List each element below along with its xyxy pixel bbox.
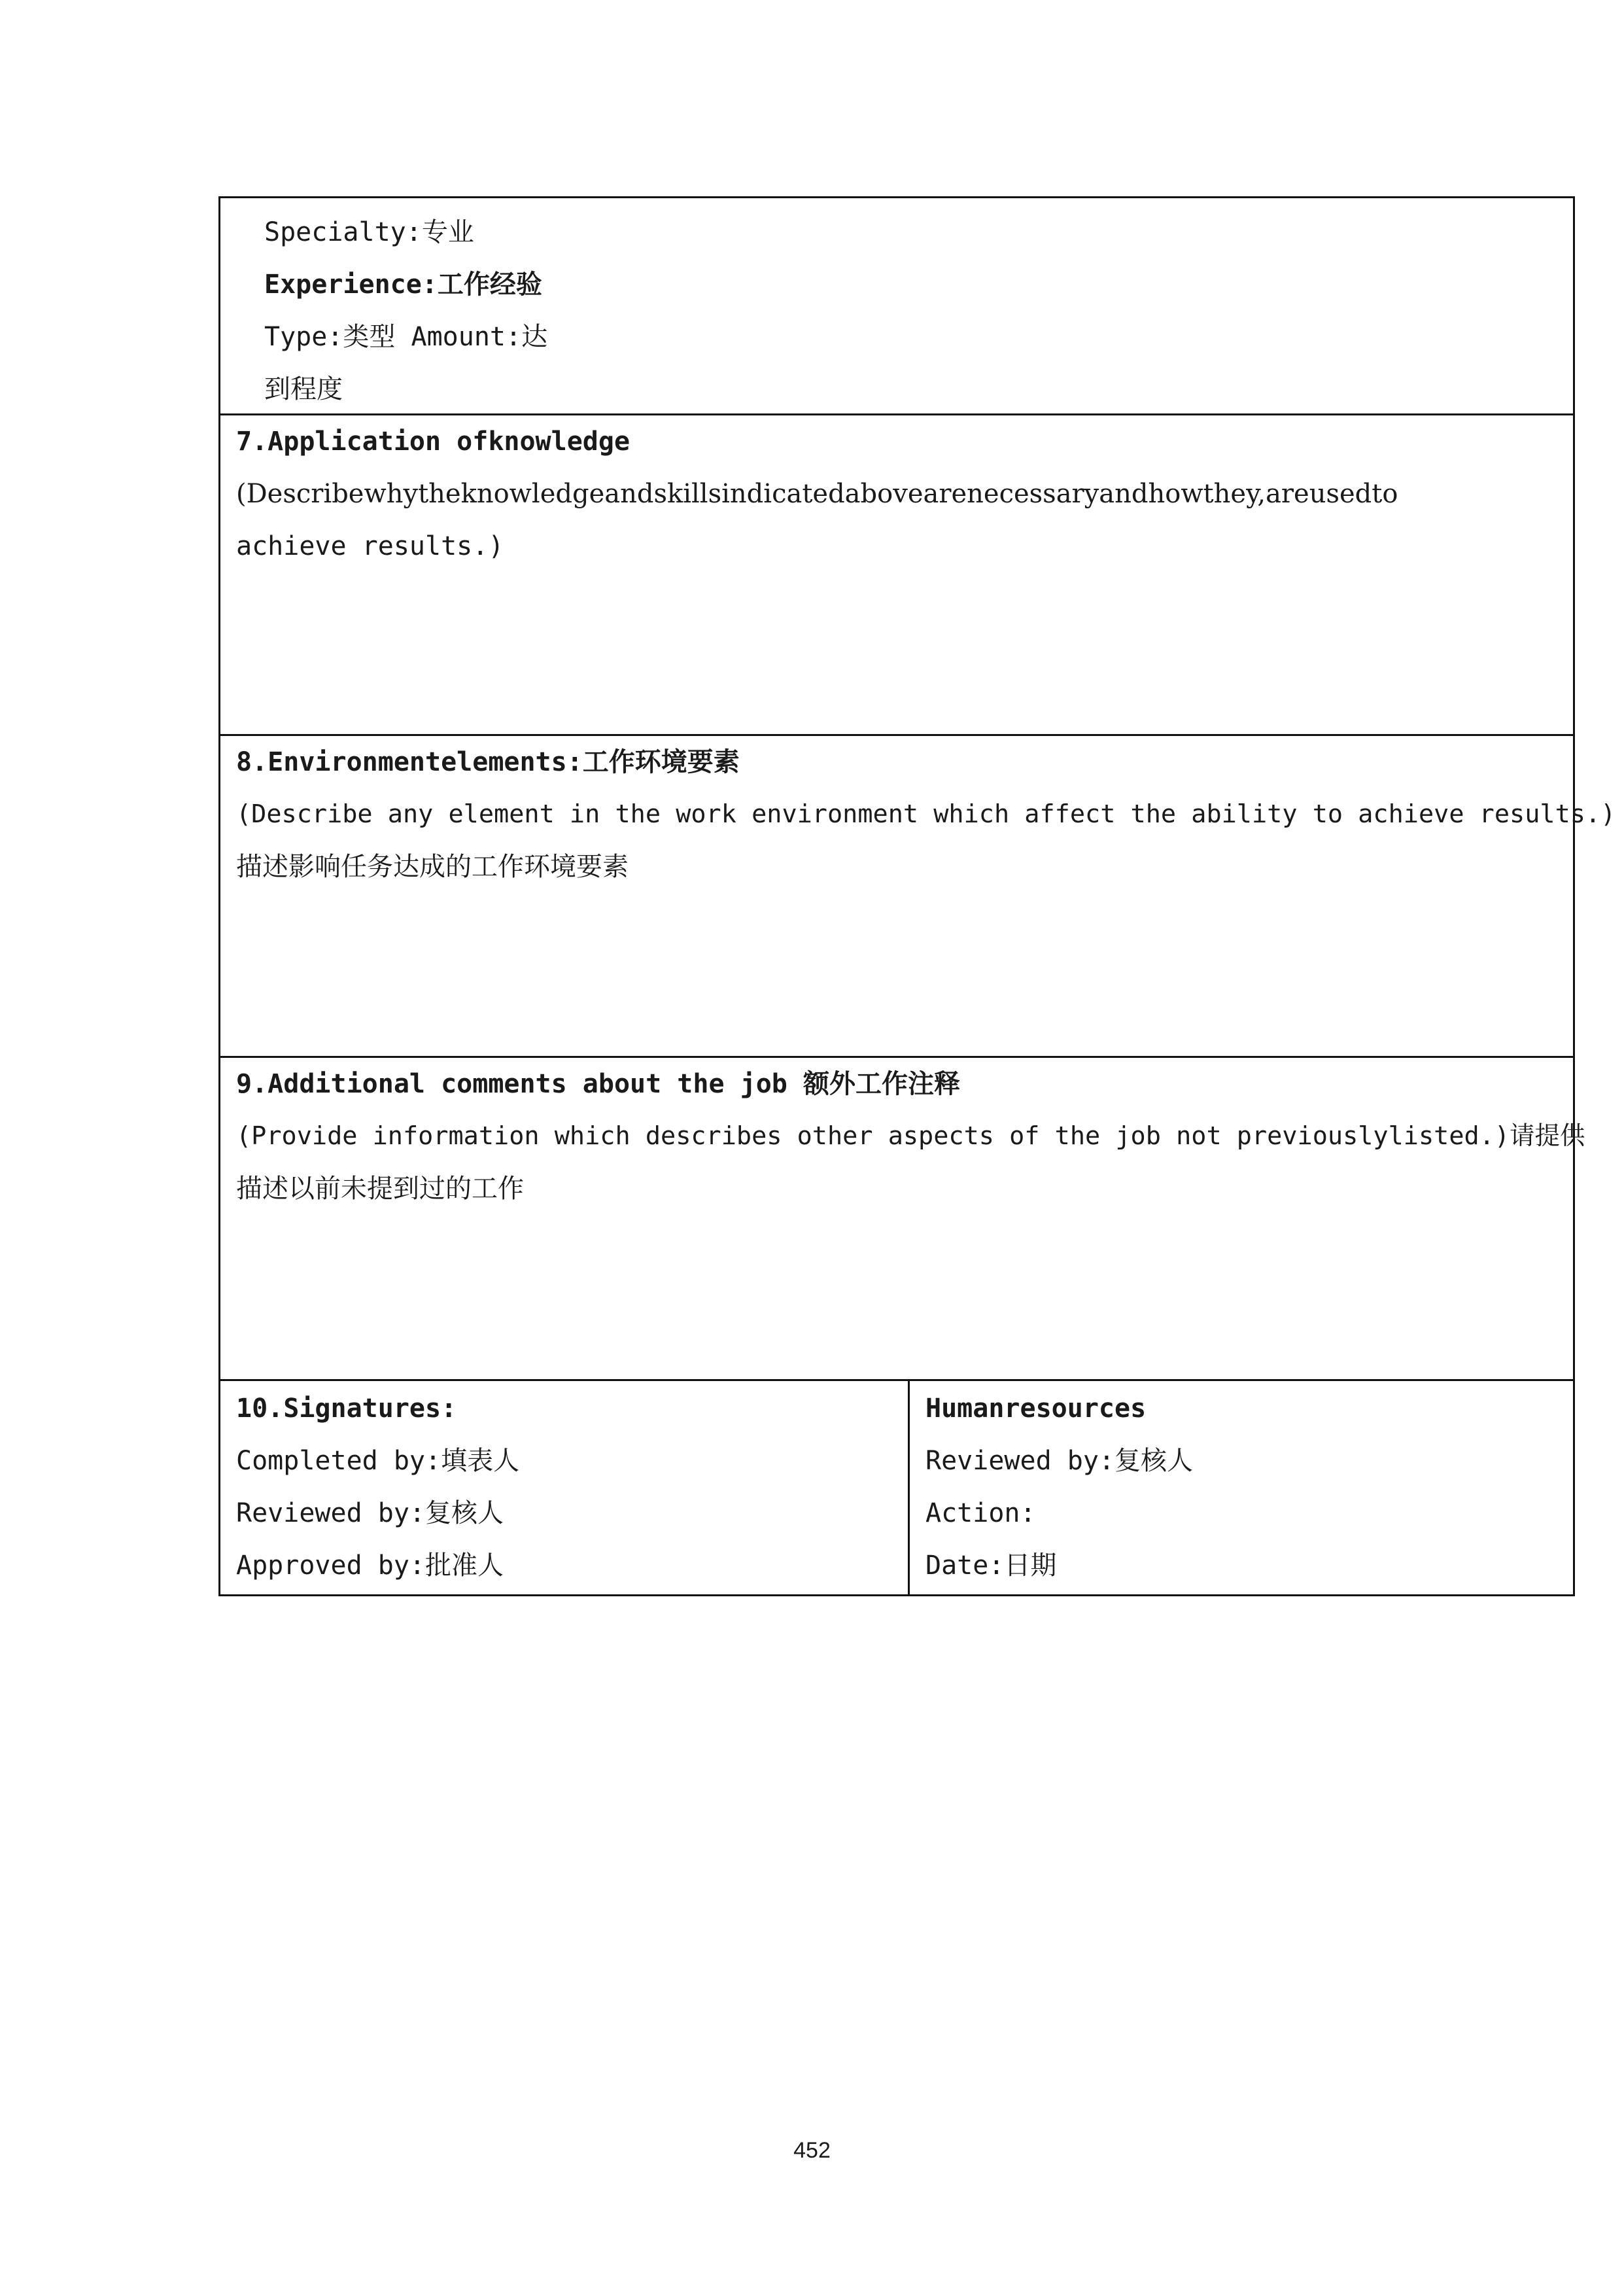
section-10-heading: 10.Signatures: [236,1393,457,1424]
human-resources-heading: Humanresources [925,1393,1147,1424]
section-8-heading: 8.Environmentelements:工作环境要素 [236,747,740,777]
action-label: Action: [925,1498,1036,1528]
page-number: 452 [793,2138,831,2163]
hr-reviewed-by-label: Reviewed by:复核人 [925,1446,1193,1476]
section-8-description: (Describe any element in the work environment which affect the ability to achieve results.) [236,799,1616,829]
additional-comments-section [220,1058,1585,1381]
section-7-heading: 7.Application ofknowledge [236,427,631,457]
section-7-description: (Describewhytheknowledgeandskillsindicatedabovearenecessaryandhowthey,areusedto [236,479,1398,509]
approved-by-label: Approved by:批准人 [236,1550,504,1581]
section-9-description-cn: 描述以前未提到过的工作 [236,1174,524,1204]
signatures-left-column [220,1381,910,1594]
section-7-description-cont: achieve results.) [236,531,504,561]
degree-label: 到程度 [264,374,343,404]
signatures-section [220,1381,1573,1594]
job-description-form [218,196,1616,1596]
type-amount-label: Type:类型 Amount:达 [264,322,548,352]
human-resources-column [910,1381,1573,1594]
application-of-knowledge-section [220,415,1573,736]
reviewed-by-label: Reviewed by:复核人 [236,1498,504,1528]
section-8-description-cn: 描述影响任务达成的工作环境要素 [236,852,629,882]
environment-elements-section [220,736,1616,1058]
qualifications-section [220,198,1573,415]
section-9-description: (Provide information which describes other aspects of the job not previouslylisted.)请提供 [236,1121,1585,1151]
completed-by-label: Completed by:填表人 [236,1446,520,1476]
date-label: Date:日期 [925,1550,1057,1581]
experience-label: Experience:工作经验 [264,270,542,300]
specialty-label: Specialty:专业 [264,217,474,247]
section-9-heading: 9.Additional comments about the job 额外工作注释 [236,1069,960,1099]
